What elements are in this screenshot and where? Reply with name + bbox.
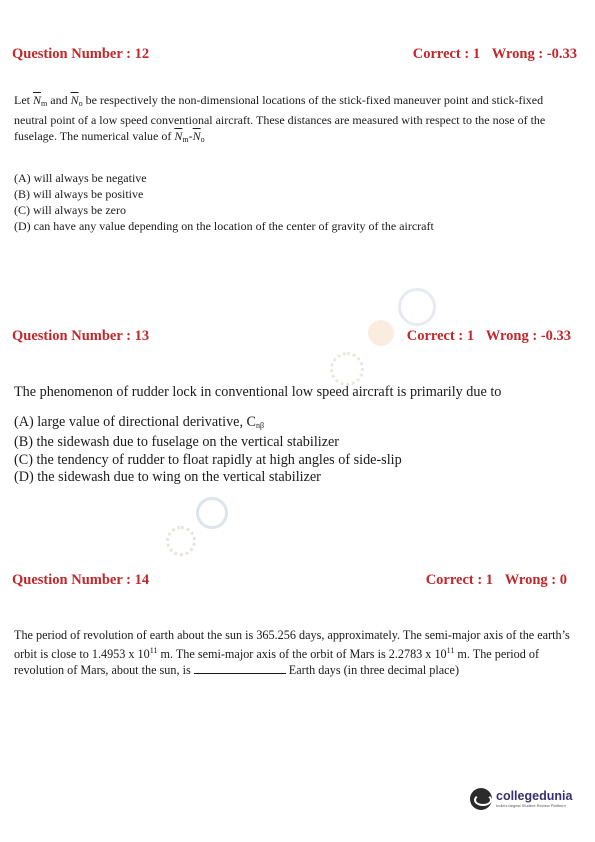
question-body <box>14 92 575 234</box>
question-stem: Let $\overline{N}_m$ and $\overline{N}_o$ be respectively the non-dimensional locations of the stick-fixed maneuver point and stick-fixed neutral point of a low speed conventional aircraft. These distances are measured with respect to the nose of the fuselage. The numerical value of $\overline{N}_m-\overline{N}_o$ <box>14 93 546 144</box>
question-header <box>12 328 577 345</box>
option: (A) will always be negative <box>14 171 147 185</box>
marking-scheme <box>407 328 571 345</box>
question-stem: The phenomenon of rudder lock in conventional low speed aircraft is primarily due to <box>14 384 502 400</box>
question-number: Question Number : 13 <box>12 328 150 344</box>
logo-name: collegedunia <box>496 788 573 803</box>
correct-marks: Correct : 1 <box>425 572 494 588</box>
option: (D) can have any value depending on the location of the center of gravity of the aircraft <box>14 219 434 233</box>
collegedunia-logo <box>470 788 572 810</box>
question-number: Question Number : 14 <box>12 572 150 588</box>
question-body <box>14 384 575 487</box>
watermark-stamp <box>166 526 196 556</box>
watermark-stamp <box>196 497 228 529</box>
option: (B) will always be positive <box>14 187 144 201</box>
watermark-stamp <box>330 352 364 386</box>
options-list <box>14 170 575 234</box>
marking-scheme <box>426 572 567 589</box>
option: (C) will always be zero <box>14 203 126 217</box>
option: (C) the tendency of rudder to float rapidly at high angles of side-slip <box>14 451 402 468</box>
question-header <box>12 46 577 63</box>
graduation-cap-icon <box>470 788 492 810</box>
wrong-marks: Wrong : -0.33 <box>485 328 571 344</box>
marking-scheme <box>413 46 577 63</box>
question-body <box>14 627 575 678</box>
watermark-stamp <box>398 288 436 326</box>
correct-marks: Correct : 1 <box>406 328 475 344</box>
correct-marks: Correct : 1 <box>412 46 481 62</box>
wrong-marks: Wrong : 0 <box>504 572 567 588</box>
question-number: Question Number : 12 <box>12 46 150 62</box>
question-stem: The period of revolution of earth about the sun is 365.256 days, approximately. The semi-major axis of the earth’s orbit is close to 1.4953 x $10^{11}$ m. The semi-major axis of the orbit of Mars is 2.2783 x $10^{11}$ m. The period of revolution of Mars, about the sun, is Earth days (in three decimal place) <box>14 628 570 677</box>
options-list <box>14 414 575 487</box>
wrong-marks: Wrong : -0.33 <box>491 46 577 62</box>
answer-blank <box>194 663 286 674</box>
option: (D) the sidewash due to wing on the vertical stabilizer <box>14 469 321 485</box>
question-header <box>12 572 577 589</box>
logo-tagline: India's largest Student Review Platform <box>496 802 566 808</box>
option: (A) large value of directional derivative, $C_{n\beta}$ <box>14 413 265 430</box>
option: (B) the sidewash due to fuselage on the vertical stabilizer <box>14 434 340 450</box>
